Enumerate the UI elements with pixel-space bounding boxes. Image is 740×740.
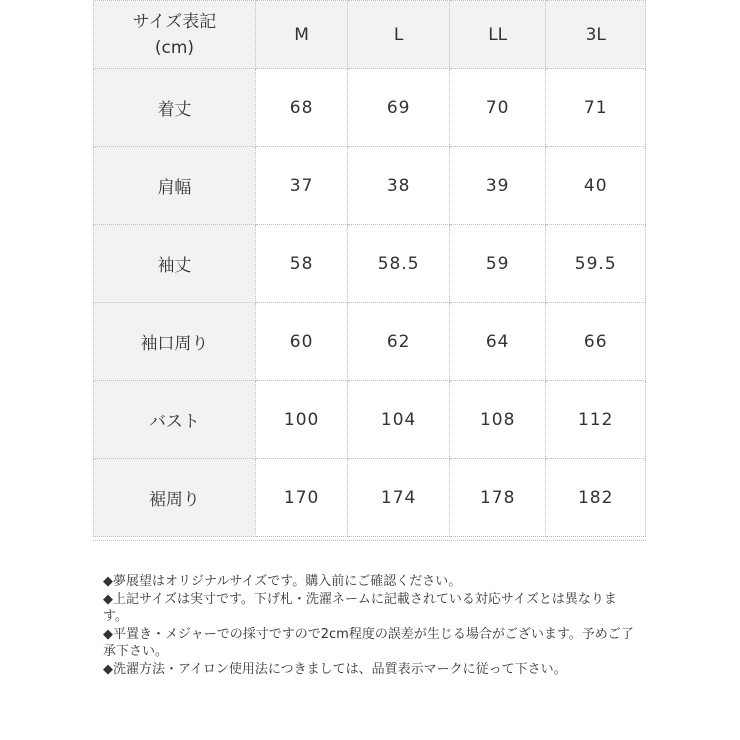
table-cell: 178 — [449, 459, 546, 537]
table-cell: 174 — [348, 459, 450, 537]
table-cell: 39 — [449, 147, 546, 225]
size-header-l: L — [348, 1, 450, 69]
size-header-ll: LL — [449, 1, 546, 69]
note-actual-measurement: ◆上記サイズは実寸です。下げ札・洗濯ネームに記載されている対応サイズとは異なります。 — [103, 591, 617, 624]
size-table — [93, 0, 646, 537]
table-row — [94, 459, 646, 537]
header-label-line2: (cm) — [154, 37, 195, 58]
notes-panel — [93, 540, 646, 740]
table-row — [94, 225, 646, 303]
header-label-line1: サイズ表記 — [132, 11, 217, 32]
note-measurement-error: ◆平置き・メジャーでの採寸ですので2cm程度の誤差が生じる場合がございます。予めご了承下さい。 — [103, 626, 634, 659]
size-header-m: M — [255, 1, 348, 69]
table-cell: 60 — [255, 303, 348, 381]
table-cell: 104 — [348, 381, 450, 459]
table-header-row — [94, 1, 646, 69]
table-cell: 112 — [546, 381, 646, 459]
table-cell: 68 — [255, 69, 348, 147]
table-cell: 58.5 — [348, 225, 450, 303]
row-label: バスト — [94, 381, 256, 459]
row-label: 裾周り — [94, 459, 256, 537]
table-cell: 40 — [546, 147, 646, 225]
note-original-size: ◆夢展望はオリジナルサイズです。購入前にご確認ください。 — [103, 574, 462, 589]
table-cell: 64 — [449, 303, 546, 381]
table-cell: 37 — [255, 147, 348, 225]
table-row — [94, 147, 646, 225]
table-cell: 38 — [348, 147, 450, 225]
table-cell: 70 — [449, 69, 546, 147]
table-row — [94, 303, 646, 381]
table-cell: 59.5 — [546, 225, 646, 303]
row-label: 着丈 — [94, 69, 256, 147]
table-cell: 71 — [546, 69, 646, 147]
table-cell: 69 — [348, 69, 450, 147]
table-cell: 100 — [255, 381, 348, 459]
table-cell: 66 — [546, 303, 646, 381]
row-label: 肩幅 — [94, 147, 256, 225]
table-cell: 170 — [255, 459, 348, 537]
table-cell: 182 — [546, 459, 646, 537]
row-label: 袖口周り — [94, 303, 256, 381]
table-cell: 58 — [255, 225, 348, 303]
size-header-3l: 3L — [546, 1, 646, 69]
table-row — [94, 381, 646, 459]
row-label: 袖丈 — [94, 225, 256, 303]
table-cell: 59 — [449, 225, 546, 303]
table-cell: 108 — [449, 381, 546, 459]
header-label-cell — [94, 1, 256, 69]
table-cell: 62 — [348, 303, 450, 381]
note-washing-instructions: ◆洗濯方法・アイロン使用法につきましては、品質表示マークに従って下さい。 — [103, 661, 567, 677]
table-row — [94, 69, 646, 147]
